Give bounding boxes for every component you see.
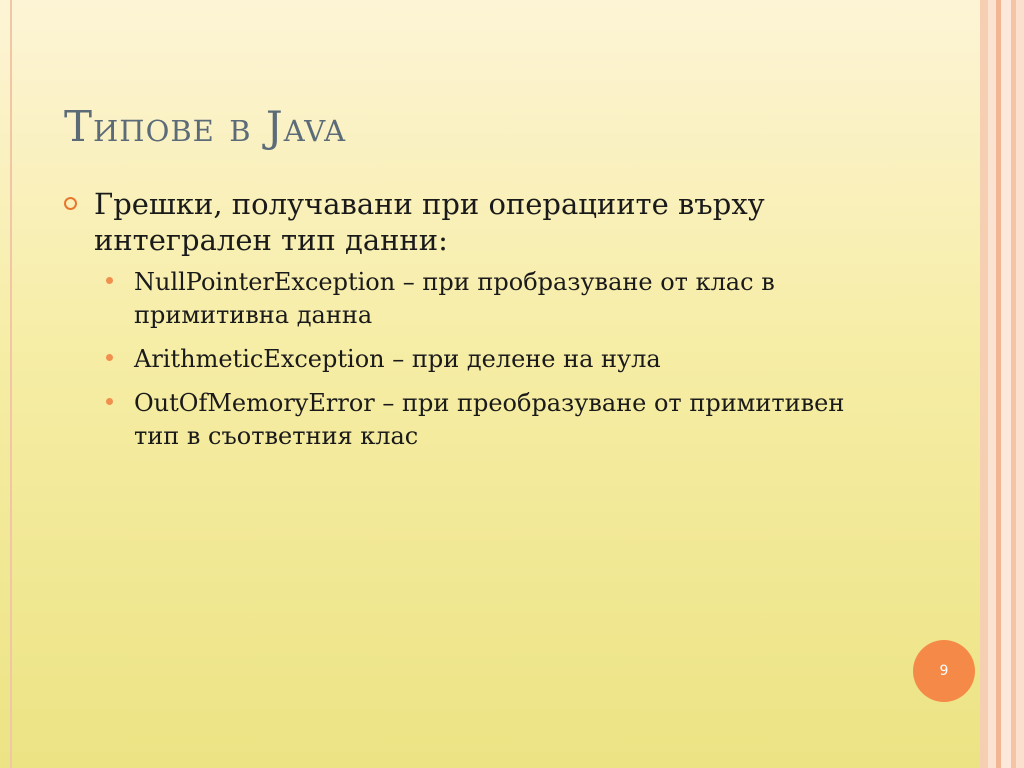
page-number: 9 bbox=[939, 663, 949, 679]
filled-dot-bullet-icon bbox=[106, 277, 113, 284]
sub-bullet-text: ArithmeticException – при делене на нула bbox=[134, 345, 661, 373]
hollow-circle-bullet-icon bbox=[64, 197, 77, 210]
page-number-badge bbox=[913, 640, 975, 702]
slide-body bbox=[64, 186, 884, 464]
sub-bullet-item bbox=[64, 266, 884, 332]
bullet-text: Грешки, получавани при операциите върху интегрален тип данни: bbox=[94, 187, 765, 257]
filled-dot-bullet-icon bbox=[106, 354, 113, 361]
sub-bullet-item bbox=[64, 343, 884, 376]
sub-bullet-text: NullPointerException – при пробразуване от клас в примитивна данна bbox=[134, 268, 775, 329]
left-decorative-rule bbox=[10, 0, 12, 768]
sub-bullet-text: OutOfMemoryError – при преобразуване от примитивен тип в съответния клас bbox=[134, 389, 845, 450]
bullet-item bbox=[64, 186, 884, 258]
sub-bullet-item bbox=[64, 387, 884, 453]
filled-dot-bullet-icon bbox=[106, 398, 113, 405]
slide-title: Типове в Java bbox=[64, 102, 347, 151]
right-decorative-border bbox=[980, 0, 1024, 768]
